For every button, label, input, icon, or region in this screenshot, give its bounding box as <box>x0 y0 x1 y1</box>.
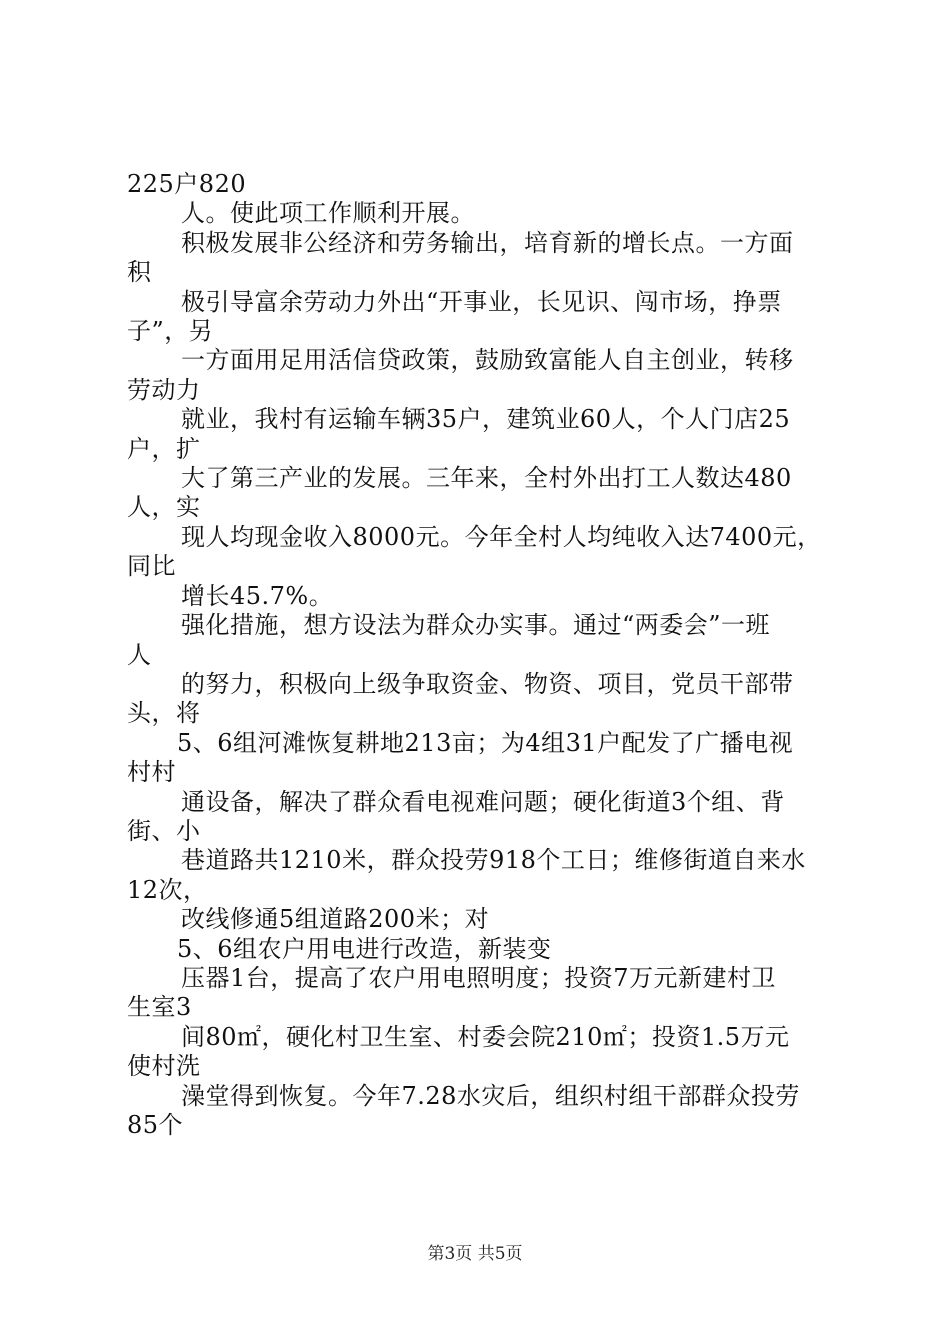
text-line: 巷道路共1210米，群众投劳918个工日；维修街道自来水 <box>181 846 806 875</box>
text-line: 户，扩 <box>127 434 201 463</box>
text-line: 225户820 <box>127 170 247 198</box>
text-line: 子”，另 <box>127 317 214 346</box>
text-line: 人，实 <box>127 493 201 522</box>
text-line: 同比 <box>127 552 176 581</box>
text-line: 人。使此项工作顺利开展。 <box>181 199 475 228</box>
text-line: 的努力，积极向上级争取资金、物资、项目，党员干部带 <box>181 669 794 698</box>
text-line: 大了第三产业的发展。三年来，全村外出打工人数达480 <box>181 464 792 493</box>
text-line: 劳动力 <box>127 375 201 404</box>
text-line: 村村 <box>127 758 176 787</box>
text-line: 现人均现金收入8000元。今年全村人均纯收入达7400元， <box>181 522 822 551</box>
text-line: 85个 <box>127 1111 184 1139</box>
text-line: 通设备，解决了群众看电视难问题；硬化街道3个组、背 <box>181 787 785 816</box>
text-line: 一方面用足用活信贷政策，鼓励致富能人自主创业，转移 <box>181 346 794 375</box>
paragraph-start-line: 强化措施，想方设法为群众办实事。通过“两委会”一班 <box>181 611 771 640</box>
text-line: 极引导富余劳动力外出“开事业，长见识、闯市场，挣票 <box>181 287 782 316</box>
text-line: 积 <box>127 258 152 287</box>
text-line: 头，将 <box>127 699 201 728</box>
text-line: 街、小 <box>127 816 201 845</box>
text-line: 使村洗 <box>127 1052 201 1081</box>
text-line: 就业，我村有运输车辆35户，建筑业60人，个人门店25 <box>181 405 791 434</box>
text-line: 5、6组河滩恢复耕地213亩；为4组31户配发了广播电视 <box>177 728 794 757</box>
text-line: 改线修通5组道路200米；对 <box>181 905 490 934</box>
text-line: 5、6组农户用电进行改造，新装变 <box>177 934 552 963</box>
text-line: 12次， <box>127 875 208 904</box>
paragraph-start-line: 积极发展非公经济和劳务输出，培育新的增长点。一方面 <box>181 228 794 257</box>
page-number-label: 第3页 共5页 <box>427 1244 523 1264</box>
text-line: 压器1台，提高了农户用电照明度；投资7万元新建村卫 <box>181 963 777 992</box>
document-body <box>127 170 847 1140</box>
text-line: 生室3 <box>127 993 192 1022</box>
text-line: 人 <box>127 640 152 669</box>
page-footer <box>0 1243 950 1265</box>
text-line: 间80㎡，硬化村卫生室、村委会院210㎡；投资1.5万元 <box>181 1022 790 1051</box>
text-line: 澡堂得到恢复。今年7.28水灾后，组织村组干部群众投劳 <box>181 1081 800 1110</box>
text-line: 增长45.7%。 <box>181 581 334 610</box>
